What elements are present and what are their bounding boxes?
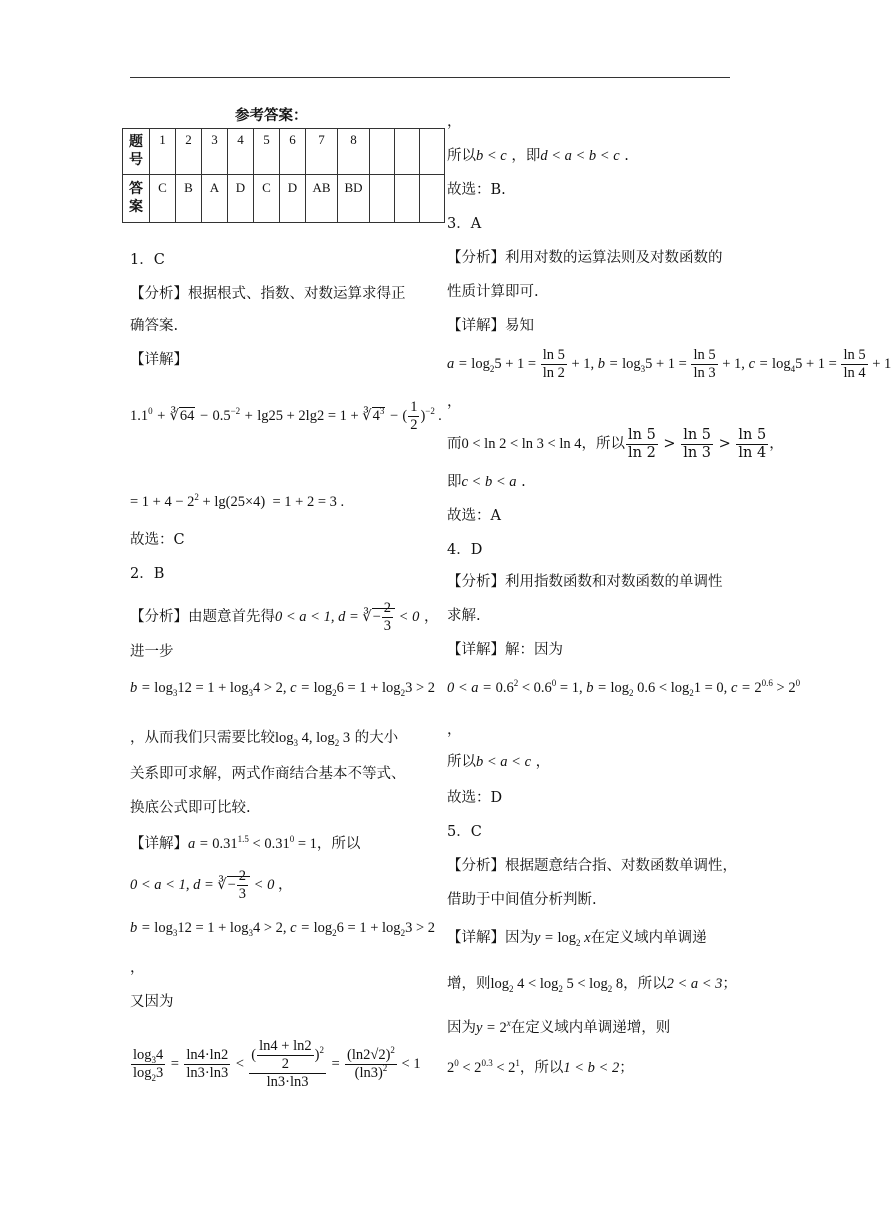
- q5-number: 5．C: [447, 824, 482, 840]
- q3-analysis-cont: 性质计算即可.: [447, 284, 539, 300]
- answer-cell: A: [202, 175, 228, 223]
- q5-detail-prefix: 【详解】因为: [447, 930, 534, 946]
- answer-cell: [395, 175, 420, 223]
- q2-comma-line: ，: [130, 960, 145, 976]
- q2-so-mid: ，即: [511, 148, 541, 164]
- question-number-cell: 3: [202, 129, 228, 175]
- question-number-cell: 2: [176, 129, 202, 175]
- question-number-cell: 1: [150, 129, 176, 175]
- q2-text2: 关系即可求解，两式作商结合基本不等式、: [130, 766, 406, 782]
- q2-so-prefix: 所以: [447, 148, 476, 164]
- q3-conclusion: 故选：A: [447, 508, 501, 524]
- question-number-cell: [395, 129, 420, 175]
- q2-number: 2．B: [130, 566, 165, 582]
- q1-analysis-cont: 确答案.: [130, 318, 179, 334]
- q3-ie-prefix: 即: [447, 474, 462, 490]
- answer-key-title: 参考答案：: [235, 107, 308, 124]
- question-number-cell: 7: [306, 129, 338, 175]
- q2-equation-a-d: 0 < a < 1, d = ∛− $\frac{2}{3}$ < 0 ，: [130, 868, 293, 902]
- q1-conclusion: 故选：C: [130, 532, 185, 548]
- q2-text1-suffix: 的大小: [354, 730, 399, 746]
- q1-equation-2: = $1 + 4 - 2^2 + \lg(25\times 4) = 1 + 2 = 3$ .: [130, 492, 345, 510]
- q2-detail: 【详解】$a = 0.31^{1.5} < 0.31^0 = 1$，所以: [130, 834, 361, 852]
- answer-cell: B: [176, 175, 202, 223]
- q4-number: 4．D: [447, 542, 483, 558]
- q1-number: 1．C: [130, 252, 165, 268]
- q1-equation-1: $1.1^0$ + ∛64 − $0.5^{-2} + \lg 25 + 2\lg 2 = 1$ + $∛4^3$ − ( $\frac{1}{2}$ )$^{-2}$ .: [130, 399, 443, 434]
- q2-text1-prefix: ，从而我们只需要比较: [130, 730, 275, 746]
- q3-analysis: 【分析】利用对数的运算法则及对数函数的: [447, 250, 723, 266]
- q5-increase: 增，则$\log_2 4 < \log_2 5 < \log_2 8$，所以2 < a < 3；: [447, 976, 737, 994]
- q2-analysis: 【分析】由题意首先得0 < a < 1, d = ∛− $\frac{2}{3}$ < 0 ，: [130, 600, 439, 634]
- q2-comma: ，: [277, 876, 293, 893]
- question-number-cell: [420, 129, 445, 175]
- q5-inc-prefix: 增，则: [447, 976, 491, 992]
- q2-also: 又因为: [130, 994, 174, 1010]
- q5-analysis: 【分析】根据题意结合指、对数函数单调性，: [447, 858, 737, 874]
- question-number-cell: 6: [280, 129, 306, 175]
- q2-equation-b-c-2: $b = \log_312 = 1 + \log_34 > 2$, $c = \log_26 = 1 + \log_23 > 2$: [130, 920, 435, 938]
- q4-conclusion: 故选：D: [447, 790, 503, 806]
- q2-equation-b-c: $b = \log_312 = 1 + \log_34 > 2$, $c = \log_26 = 1 + \log_23 > 2$: [130, 680, 435, 698]
- q3-and: 而0 < ln 2 < ln 3 < ln 4，所以 $\frac{\ln 5}{\ln 2}$ > $\frac{\ln 5}{\ln 3}$ > $\frac{\ln 5}{\ln 4}$ ，: [447, 426, 784, 461]
- q2-conclusion: 故选：B.: [447, 182, 506, 198]
- q3-equation-abc: $a = \log_25 + 1$ = $\frac{\ln 5}{\ln 2}$ + 1, $b = \log_35 + 1$ = $\frac{\ln 5}{\ln 3}$ + 1, $c = \log_45 + 1$ = $\frac{\ln 5}{\ln 4}$ + 1: [447, 347, 891, 382]
- q5-inc-suffix: ；: [722, 976, 737, 992]
- q3-ie: 即c < b < a .: [447, 474, 526, 490]
- q3-and-mid: ，所以: [581, 436, 625, 452]
- q4-analysis: 【分析】利用指数函数和对数函数的单调性: [447, 574, 723, 590]
- q3-number: 3．A: [447, 216, 482, 232]
- q5-b-range: $2^0 < 2^{0.3} < 2^1$，所以1 < b < 2；: [447, 1058, 634, 1076]
- q5-detail-suffix: 在定义域内单调递: [590, 930, 707, 946]
- q1-analysis: 【分析】根据根式、指数、对数运算求得正: [130, 286, 406, 302]
- answer-key-table: [122, 128, 445, 223]
- answer-cell: [420, 175, 445, 223]
- q2-further: 进一步: [130, 644, 174, 660]
- answer-cell: [370, 175, 395, 223]
- q3-and-prefix: 而: [447, 436, 462, 452]
- answer-cell: D: [228, 175, 254, 223]
- q3-and-suffix: ，: [769, 436, 784, 452]
- q5-inc-mid: ，所以: [623, 976, 667, 992]
- q4-detail: 【详解】解：因为: [447, 642, 563, 658]
- q4-so: 所以b < a < c ，: [447, 754, 551, 770]
- question-row-label: 题号: [123, 129, 150, 175]
- q2-analysis-prefix: 【分析】由题意首先得: [130, 608, 275, 625]
- q5-analysis-cont: 借助于中间值分析判断.: [447, 892, 597, 908]
- q5-last-mid: ，所以: [519, 1060, 564, 1076]
- q2-text3: 换底公式即可比较.: [130, 800, 251, 816]
- q5-last-suffix: ；: [619, 1060, 634, 1076]
- q5-detail: 【详解】因为$y = \log_2 x$在定义域内单调递: [447, 930, 707, 948]
- answer-row-label: 答案: [123, 175, 150, 223]
- answer-cell: D: [280, 175, 306, 223]
- question-number-cell: [370, 129, 395, 175]
- q1-detail-label: 【详解】: [130, 352, 188, 368]
- question-number-cell: 8: [338, 129, 370, 175]
- answer-row: [123, 175, 445, 223]
- answer-cell: C: [254, 175, 280, 223]
- q2-ratio-inequality: $\frac{\log_34}{\log_23}$ = $\frac{\ln 4\cdot\ln 2}{\ln 3\cdot\ln 3}$ < ( $\frac{\ln 4 + \ln 2}{2}$ )$^2$ ln3·ln3 = $\frac{(\ln 2√2)^2}{(\ln 3)^2}$ < 1: [133, 1038, 421, 1091]
- answer-cell: C: [150, 175, 176, 223]
- q5-because2: 因为$y = 2^x$在定义域内单调递增，则: [447, 1018, 671, 1036]
- q2-detail-suffix: ，所以: [316, 836, 361, 852]
- question-number-row: [123, 129, 445, 175]
- q4-comma: ，: [447, 722, 462, 738]
- question-number-cell: 5: [254, 129, 280, 175]
- q4-analysis-cont: 求解.: [447, 608, 481, 624]
- q2-text1: ，从而我们只需要比较$\log_3 4$, $\log_2 3$ 的大小: [130, 730, 399, 748]
- question-number-cell: 4: [228, 129, 254, 175]
- q5-because2-prefix: 因为: [447, 1020, 476, 1036]
- q4-equation: $0 < a = 0.6^2 < 0.6^0 = 1$, $b = \log_2 0.6 < \log_21 = 0$, $c = 2^{0.6} > 2^0$: [447, 678, 801, 698]
- q3-detail: 【详解】易知: [447, 318, 534, 334]
- q2-comma-top: ，: [447, 114, 462, 130]
- header-rule: [130, 77, 730, 78]
- answer-cell: AB: [306, 175, 338, 223]
- q5-because2-suffix: 在定义域内单调递增，则: [510, 1020, 671, 1036]
- answer-cell: BD: [338, 175, 370, 223]
- q4-so-prefix: 所以: [447, 754, 476, 770]
- q2-so: 所以b < c ，即d < a < b < c .: [447, 148, 629, 164]
- q2-detail-prefix: 【详解】: [130, 836, 188, 852]
- q3-comma: ，: [447, 394, 462, 410]
